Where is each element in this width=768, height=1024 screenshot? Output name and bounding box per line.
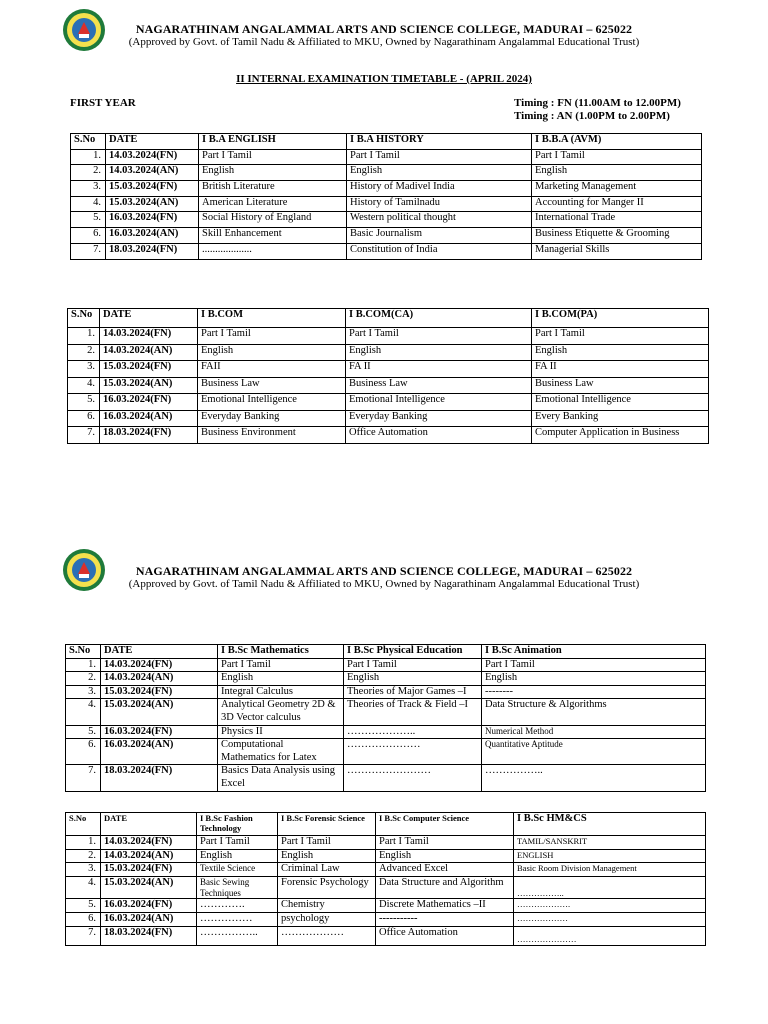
col-header: I B.A ENGLISH: [199, 134, 347, 150]
table-row: [66, 899, 706, 913]
table-row: [68, 377, 709, 394]
col-header: I B.Sc Mathematics: [218, 645, 344, 659]
table-cell: 16.03.2024(AN): [101, 739, 218, 765]
table-cell: 2.: [66, 849, 101, 863]
table-cell: Textile Science: [197, 863, 278, 877]
table-cell: ……………: [197, 912, 278, 926]
table-cell: 16.03.2024(AN): [101, 912, 197, 926]
table-cell: 6.: [68, 410, 100, 427]
table-cell: ………………: [278, 926, 376, 945]
table-cell: 14.03.2024(AN): [101, 672, 218, 686]
table-cell: Everyday Banking: [346, 410, 532, 427]
table-cell: 16.03.2024(FN): [106, 212, 199, 228]
table-cell: 4.: [66, 876, 101, 899]
table-cell: Social History of England: [199, 212, 347, 228]
table-cell: 15.03.2024(FN): [106, 181, 199, 197]
col-header: DATE: [100, 309, 198, 328]
table-cell: English: [482, 672, 706, 686]
table-row: [71, 196, 702, 212]
table-cell: Numerical Method: [482, 725, 706, 739]
table-cell: 4.: [68, 377, 100, 394]
table-row: [68, 394, 709, 411]
table-cell: psychology: [278, 912, 376, 926]
table-cell: 3.: [71, 181, 106, 197]
table-cell: Integral Calculus: [218, 685, 344, 699]
timetable-commerce: [67, 308, 709, 444]
college-subtitle: (Approved by Govt. of Tamil Nadu & Affiliated to MKU, Owned by Nagarathinam Angalammal Educational Trust): [128, 36, 640, 48]
table-cell: …………………: [514, 926, 706, 945]
table-cell: 15.03.2024(AN): [101, 876, 197, 899]
table-row: [71, 165, 702, 181]
table-row: [66, 765, 706, 791]
table-cell: 5.: [66, 899, 101, 913]
table-cell: 1.: [66, 836, 101, 850]
table-row: [71, 212, 702, 228]
table-cell: Basic Room Division Management: [514, 863, 706, 877]
table-cell: Basics Data Analysis using Excel: [218, 765, 344, 791]
table-cell: English: [199, 165, 347, 181]
college-name: NAGARATHINAM ANGALAMMAL ARTS AND SCIENCE COLLEGE, MADURAI – 625022: [135, 22, 633, 36]
table-cell: 16.03.2024(AN): [106, 228, 199, 244]
table-cell: 16.03.2024(FN): [100, 394, 198, 411]
table-cell: FAII: [198, 361, 346, 378]
table-cell: Quantitative Aptitude: [482, 739, 706, 765]
table-cell: Computational Mathematics for Latex: [218, 739, 344, 765]
table-cell: 14.03.2024(AN): [100, 344, 198, 361]
table-cell: Basic Sewing Techniques: [197, 876, 278, 899]
table-row: [66, 926, 706, 945]
table-cell: 15.03.2024(FN): [100, 361, 198, 378]
col-header: S.No: [68, 309, 100, 328]
table-cell: International Trade: [532, 212, 702, 228]
col-header: I B.Sc Forensic Science: [278, 813, 376, 836]
table-cell: English: [532, 165, 702, 181]
table-cell: Part I Tamil: [344, 658, 482, 672]
table-cell: --------: [482, 685, 706, 699]
table-row: [68, 427, 709, 444]
table-cell: Part I Tamil: [376, 836, 514, 850]
table-header-row: [68, 309, 709, 328]
table-cell: Skill Enhancement: [199, 228, 347, 244]
table-cell: 15.03.2024(FN): [101, 685, 218, 699]
table-row: [66, 876, 706, 899]
table-cell: ……………..: [482, 765, 706, 791]
table-cell: British Literature: [199, 181, 347, 197]
table-cell: ………………: [514, 912, 706, 926]
table-row: [66, 836, 706, 850]
table-cell: History of Madivel India: [347, 181, 532, 197]
table-cell: Forensic Psychology: [278, 876, 376, 899]
timetable-science-1: [65, 644, 706, 792]
table-cell: ...................: [199, 243, 347, 259]
table-cell: Theories of Major Games –I: [344, 685, 482, 699]
table-cell: English: [344, 672, 482, 686]
col-header: I B.COM(PA): [532, 309, 709, 328]
table-row: [66, 863, 706, 877]
exam-title: II INTERNAL EXAMINATION TIMETABLE - (APRIL 2024): [236, 73, 532, 85]
table-cell: 5.: [71, 212, 106, 228]
table-cell: Part I Tamil: [347, 149, 532, 165]
table-header-row: [66, 813, 706, 836]
table-cell: Basic Journalism: [347, 228, 532, 244]
col-header: S.No: [66, 645, 101, 659]
table-row: [68, 344, 709, 361]
col-header: I B.Sc Physical Education: [344, 645, 482, 659]
table-cell: Part I Tamil: [532, 328, 709, 345]
table-cell: 7.: [71, 243, 106, 259]
table-cell: 3.: [68, 361, 100, 378]
table-cell: …………………: [344, 739, 482, 765]
table-cell: FA II: [532, 361, 709, 378]
table-cell: Part I Tamil: [218, 658, 344, 672]
table-cell: Data Structure and Algorithm: [376, 876, 514, 899]
col-header: DATE: [106, 134, 199, 150]
table-cell: English: [376, 849, 514, 863]
table-cell: Office Automation: [376, 926, 514, 945]
table-cell: 6.: [71, 228, 106, 244]
college-subtitle: (Approved by Govt. of Tamil Nadu & Affiliated to MKU, Owned by Nagarathinam Angalammal Educational Trust): [128, 578, 640, 590]
table-row: [68, 361, 709, 378]
table-row: [66, 912, 706, 926]
col-header: I B.COM(CA): [346, 309, 532, 328]
table-cell: History of Tamilnadu: [347, 196, 532, 212]
table-cell: 1.: [71, 149, 106, 165]
table-cell: Every Banking: [532, 410, 709, 427]
table-cell: 7.: [66, 926, 101, 945]
table-cell: English: [218, 672, 344, 686]
table-cell: 18.03.2024(FN): [100, 427, 198, 444]
table-row: [66, 685, 706, 699]
col-header: DATE: [101, 645, 218, 659]
table-cell: Analytical Geometry 2D & 3D Vector calculus: [218, 699, 344, 725]
table-cell: 6.: [66, 739, 101, 765]
table-cell: English: [532, 344, 709, 361]
table-cell: 1.: [66, 658, 101, 672]
table-row: [71, 149, 702, 165]
table-cell: English: [197, 849, 278, 863]
table-cell: 16.03.2024(AN): [100, 410, 198, 427]
table-cell: 6.: [66, 912, 101, 926]
table-row: [66, 739, 706, 765]
table-cell: Advanced Excel: [376, 863, 514, 877]
col-header: I B.Sc Computer Science: [376, 813, 514, 836]
table-cell: Part I Tamil: [482, 658, 706, 672]
table-cell: Business Law: [346, 377, 532, 394]
table-header-row: [66, 645, 706, 659]
table-cell: 14.03.2024(FN): [101, 836, 197, 850]
table-cell: Constitution of India: [347, 243, 532, 259]
table-row: [66, 672, 706, 686]
table-cell: Business Law: [198, 377, 346, 394]
table-cell: 15.03.2024(AN): [101, 699, 218, 725]
table-cell: Accounting for Manger II: [532, 196, 702, 212]
table-cell: 14.03.2024(AN): [101, 849, 197, 863]
table-cell: Emotional Intelligence: [532, 394, 709, 411]
year-label: FIRST YEAR: [70, 97, 136, 109]
table-cell: Discrete Mathematics –II: [376, 899, 514, 913]
table-cell: Marketing Management: [532, 181, 702, 197]
table-cell: 5.: [66, 725, 101, 739]
table-cell: 2.: [71, 165, 106, 181]
table-cell: 14.03.2024(AN): [106, 165, 199, 181]
college-name: NAGARATHINAM ANGALAMMAL ARTS AND SCIENCE COLLEGE, MADURAI – 625022: [135, 564, 633, 578]
table-cell: Managerial Skills: [532, 243, 702, 259]
table-cell: English: [346, 344, 532, 361]
table-cell: 2.: [68, 344, 100, 361]
timetable-arts: [70, 133, 702, 260]
table-cell: 18.03.2024(FN): [101, 926, 197, 945]
table-cell: ……………..: [197, 926, 278, 945]
table-cell: Business Environment: [198, 427, 346, 444]
table-cell: ……………….: [514, 899, 706, 913]
table-cell: Computer Application in Business: [532, 427, 709, 444]
table-cell: 4.: [71, 196, 106, 212]
table-cell: ……………………: [344, 765, 482, 791]
table-cell: Physics II: [218, 725, 344, 739]
col-header: I B.COM: [198, 309, 346, 328]
table-cell: English: [198, 344, 346, 361]
table-cell: Western political thought: [347, 212, 532, 228]
table-cell: 3.: [66, 685, 101, 699]
table-cell: Part I Tamil: [199, 149, 347, 165]
table-cell: ENGLISH: [514, 849, 706, 863]
col-header: I B.Sc Fashion Technology: [197, 813, 278, 836]
table-cell: ………………..: [344, 725, 482, 739]
table-cell: -----------: [376, 912, 514, 926]
table-cell: FA II: [346, 361, 532, 378]
col-header: I B.A HISTORY: [347, 134, 532, 150]
table-cell: English: [278, 849, 376, 863]
table-row: [66, 658, 706, 672]
table-cell: TAMIL/SANSKRIT: [514, 836, 706, 850]
table-cell: 7.: [68, 427, 100, 444]
table-cell: 14.03.2024(FN): [106, 149, 199, 165]
table-cell: 15.03.2024(FN): [101, 863, 197, 877]
table-cell: Part I Tamil: [346, 328, 532, 345]
table-row: [68, 328, 709, 345]
table-cell: Part I Tamil: [532, 149, 702, 165]
table-row: [71, 228, 702, 244]
table-cell: 3.: [66, 863, 101, 877]
table-cell: Everyday Banking: [198, 410, 346, 427]
table-cell: Chemistry: [278, 899, 376, 913]
table-row: [66, 699, 706, 725]
table-row: [71, 243, 702, 259]
timing-fn: Timing : FN (11.00AM to 12.00PM): [514, 97, 681, 109]
table-cell: 1.: [68, 328, 100, 345]
table-row: [66, 849, 706, 863]
col-header: I B.B.A (AVM): [532, 134, 702, 150]
table-cell: Office Automation: [346, 427, 532, 444]
table-cell: ………….: [197, 899, 278, 913]
table-cell: 15.03.2024(AN): [100, 377, 198, 394]
col-header: S.No: [66, 813, 101, 836]
table-cell: 2.: [66, 672, 101, 686]
table-cell: American Literature: [199, 196, 347, 212]
table-cell: Emotional Intelligence: [198, 394, 346, 411]
table-row: [71, 181, 702, 197]
table-cell: Business Law: [532, 377, 709, 394]
table-cell: Part I Tamil: [198, 328, 346, 345]
table-cell: 18.03.2024(FN): [101, 765, 218, 791]
table-cell: Part I Tamil: [197, 836, 278, 850]
table-cell: 18.03.2024(FN): [106, 243, 199, 259]
col-header: I B.Sc HM&CS: [514, 813, 706, 836]
table-cell: Theories of Track & Field –I: [344, 699, 482, 725]
table-cell: 5.: [68, 394, 100, 411]
table-cell: 14.03.2024(FN): [101, 658, 218, 672]
table-cell: 7.: [66, 765, 101, 791]
table-cell: Business Etiquette & Grooming: [532, 228, 702, 244]
timetable-science-2: [65, 812, 706, 946]
timing-an: Timing : AN (1.00PM to 2.00PM): [514, 110, 670, 122]
table-cell: 15.03.2024(AN): [106, 196, 199, 212]
table-cell: 16.03.2024(FN): [101, 725, 218, 739]
table-cell: Part I Tamil: [278, 836, 376, 850]
table-cell: Emotional Intelligence: [346, 394, 532, 411]
table-header-row: [71, 134, 702, 150]
table-row: [66, 725, 706, 739]
col-header: DATE: [101, 813, 197, 836]
col-header: S.No: [71, 134, 106, 150]
table-row: [68, 410, 709, 427]
table-cell: English: [347, 165, 532, 181]
table-cell: 4.: [66, 699, 101, 725]
col-header: I B.Sc Animation: [482, 645, 706, 659]
table-cell: Criminal Law: [278, 863, 376, 877]
table-cell: ……………..: [514, 876, 706, 899]
table-cell: Data Structure & Algorithms: [482, 699, 706, 725]
table-cell: 14.03.2024(FN): [100, 328, 198, 345]
table-cell: 16.03.2024(FN): [101, 899, 197, 913]
